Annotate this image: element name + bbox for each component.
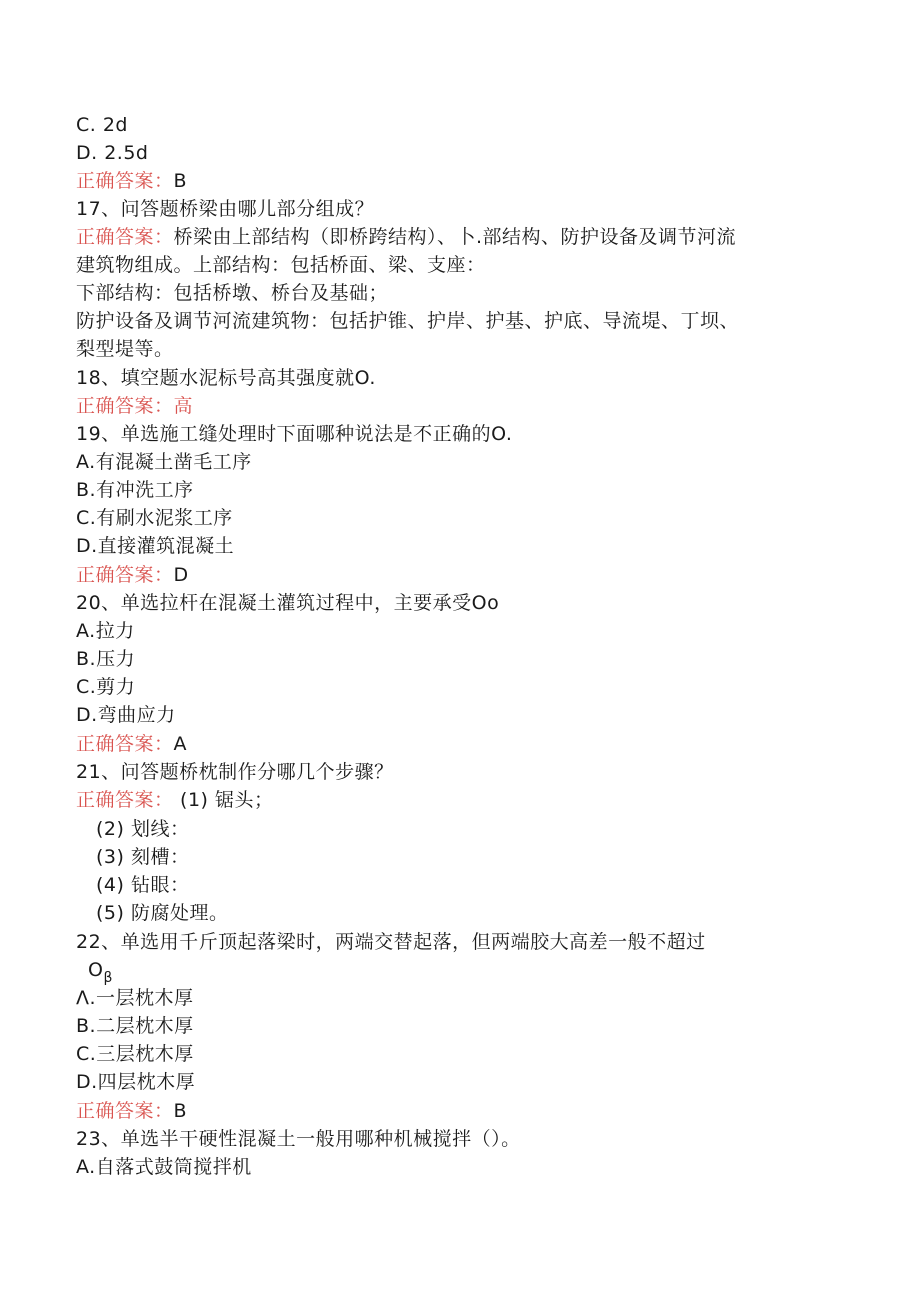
blank-subscript: β: [103, 970, 113, 986]
option-c: C.有刷水泥浆工序: [76, 507, 233, 529]
question-18: 18、填空题水泥标号高其强度就O.: [76, 367, 376, 389]
answer-line: [76, 730, 187, 758]
answer-text: 防护设备及调节河流建筑物：包括护锥、护岸、护基、护底、导流堤、丁坝、: [76, 310, 740, 332]
question-23: 23、单选半干硬性混凝土一般用哪种机械搅拌（）。: [76, 1128, 521, 1150]
answer-value: 高: [173, 395, 194, 417]
question-19: 19、单选施工缝处理时下面哪种说法是不正确的O.: [76, 423, 513, 445]
option-d: D. 2.5d: [76, 142, 149, 164]
question-22: 22、单选用千斤顶起落梁时，两端交替起落，但两端胶大高差一般不超过: [76, 931, 706, 953]
answer-line: [76, 786, 274, 814]
option-c: C. 2d: [76, 114, 128, 136]
answer-text: 梨型堤等。: [76, 338, 174, 360]
answer-label: 正确答案：: [76, 1100, 174, 1122]
option-b: B.二层枕木厚: [76, 1015, 194, 1037]
option-a: Λ.一层枕木厚: [76, 987, 194, 1009]
blank-mark: O: [88, 959, 104, 981]
answer-value: D: [173, 564, 189, 586]
answer-step: (3) 刻槽：: [96, 846, 190, 868]
answer-step: (4) 钻眼：: [96, 874, 190, 896]
answer-value: A: [173, 733, 188, 755]
answer-step: (5) 防腐处理。: [96, 902, 229, 924]
answer-value: B: [173, 170, 188, 192]
answer-label: 正确答案：: [76, 733, 174, 755]
option-a: A.有混凝土凿毛工序: [76, 451, 252, 473]
question-21: 21、问答题桥枕制作分哪几个步骤？: [76, 761, 394, 783]
option-d: D.直接灌筑混凝土: [76, 535, 235, 557]
answer-line: [76, 223, 736, 251]
answer-line: [76, 1097, 187, 1125]
question-20: 20、单选拉杆在混凝土灌筑过程中，主要承受Oo: [76, 592, 500, 614]
answer-label: 正确答案：: [76, 564, 174, 586]
answer-label: 正确答案：: [76, 170, 174, 192]
option-c: C.三层枕木厚: [76, 1043, 194, 1065]
answer-label: 正确答案：: [76, 226, 174, 248]
answer-value: (1) 锯头；: [173, 789, 274, 811]
answer-label: 正确答案：: [76, 789, 174, 811]
answer-line: [76, 392, 193, 420]
answer-line: [76, 561, 189, 589]
option-a: A.自落式鼓筒搅拌机: [76, 1156, 252, 1178]
answer-value: 桥梁由上部结构（即桥跨结构）、卜.部结构、防护设备及调节河流: [173, 226, 737, 248]
answer-line: [76, 167, 187, 195]
answer-label: 正确答案：: [76, 395, 174, 417]
option-b: B.压力: [76, 648, 136, 670]
answer-text: 建筑物组成。上部结构：包括桥面、梁、支座：: [76, 254, 486, 276]
option-d: D.四层枕木厚: [76, 1071, 196, 1093]
option-d: D.弯曲应力: [76, 704, 176, 726]
option-c: C.剪力: [76, 676, 136, 698]
option-a: A.拉力: [76, 620, 135, 642]
answer-value: B: [173, 1100, 188, 1122]
option-b: B.有冲洗工序: [76, 479, 194, 501]
answer-step: (2) 划线：: [96, 818, 190, 840]
question-17: 17、问答题桥梁由哪儿部分组成？: [76, 198, 375, 220]
answer-text: 下部结构：包括桥墩、桥台及基础；: [76, 282, 389, 304]
